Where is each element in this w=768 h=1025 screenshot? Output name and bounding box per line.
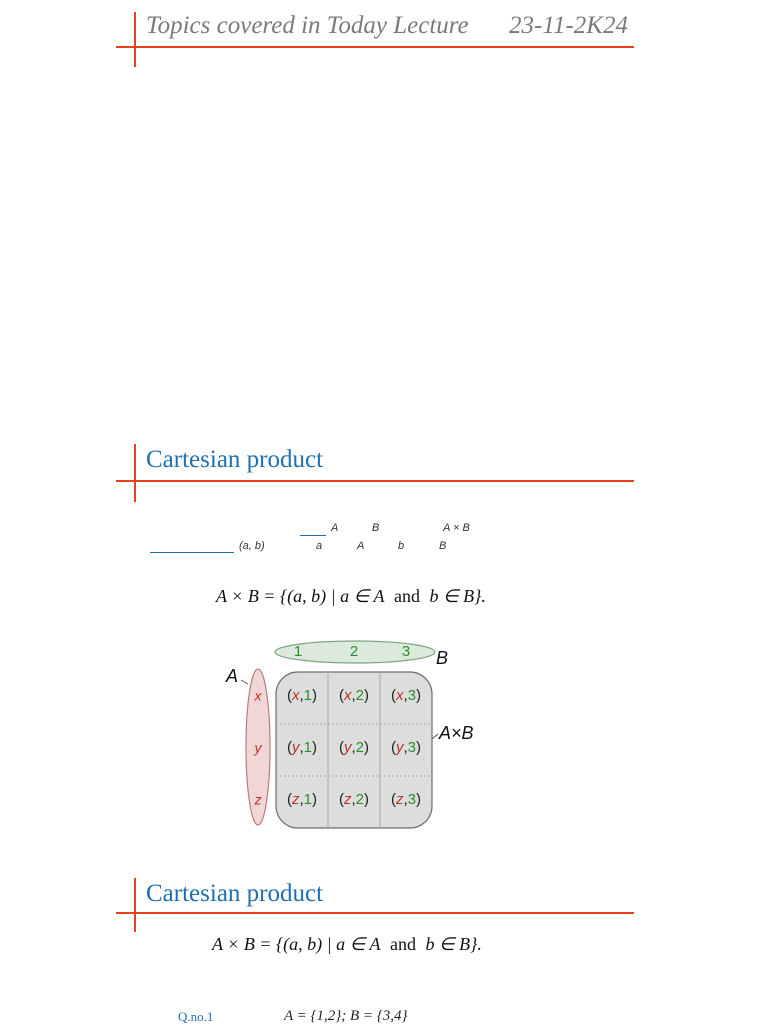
set-b-element: 1 [293,642,303,660]
product-label-pointer [432,734,438,739]
definition-B: B [439,540,447,552]
section-header-2 [116,876,634,924]
set-b-element: 2 [349,642,359,660]
formula-and: and [393,586,420,606]
product-cell: (z,2) [338,790,370,808]
set-b-label: B [436,648,449,668]
margin-horizontal-line [116,46,634,48]
set-a-element: z [254,791,262,808]
product-cell: (x,1) [286,686,318,704]
formula-and: and [389,934,416,954]
cartesian-product-formula [216,586,486,607]
formula-lhs: A × B = {(a, b) | a ∈ A [212,934,381,954]
definition-b: b [398,540,405,552]
section-header-1 [116,442,634,490]
product-cell: (y,3) [390,738,422,756]
set-a-label: A [226,666,239,686]
definition-underline [150,552,234,553]
section-title: Cartesian product [146,880,324,907]
product-cell: (z,1) [286,790,318,808]
lecture-header-title: Topics covered in Today Lecture [146,12,469,39]
definition-a-label: A [331,522,339,534]
cartesian-product-diagram [220,636,490,836]
question-number: Q.no.1 [178,1009,214,1024]
definition-pair: (a, b) [239,540,265,552]
set-a-element: y [254,739,262,756]
definition-axb-label: A × B [443,522,470,534]
set-b-element: 3 [401,642,411,660]
formula-lhs: A × B = {(a, b) | a ∈ A [216,586,385,606]
margin-horizontal-line [116,480,634,482]
cartesian-product-svg [220,636,490,836]
margin-vertical-line [134,12,136,67]
section-title: Cartesian product [146,446,324,473]
formula-rhs: b ∈ B}. [429,586,486,606]
cartesian-product-formula [212,934,482,955]
definition-b-label: B [372,522,380,534]
product-cell: (x,3) [390,686,422,704]
set-a-element: x [254,687,262,704]
margin-horizontal-line [116,912,634,914]
margin-vertical-line [134,444,136,502]
set-a-label-pointer [241,680,248,684]
product-cell: (y,2) [338,738,370,756]
definition-underline [300,535,326,536]
lecture-header [116,10,634,58]
product-label: A×B [439,723,474,743]
margin-vertical-line [134,878,136,932]
product-cell: (x,2) [338,686,370,704]
product-cell: (z,3) [390,790,422,808]
definition-a: a [316,540,323,552]
product-cell: (y,1) [286,738,318,756]
formula-rhs: b ∈ B}. [425,934,482,954]
lecture-date: 23-11-2K24 [509,12,628,39]
definition-A: A [357,540,365,552]
question-text: A = {1,2}; B = {3,4} [284,1008,408,1024]
